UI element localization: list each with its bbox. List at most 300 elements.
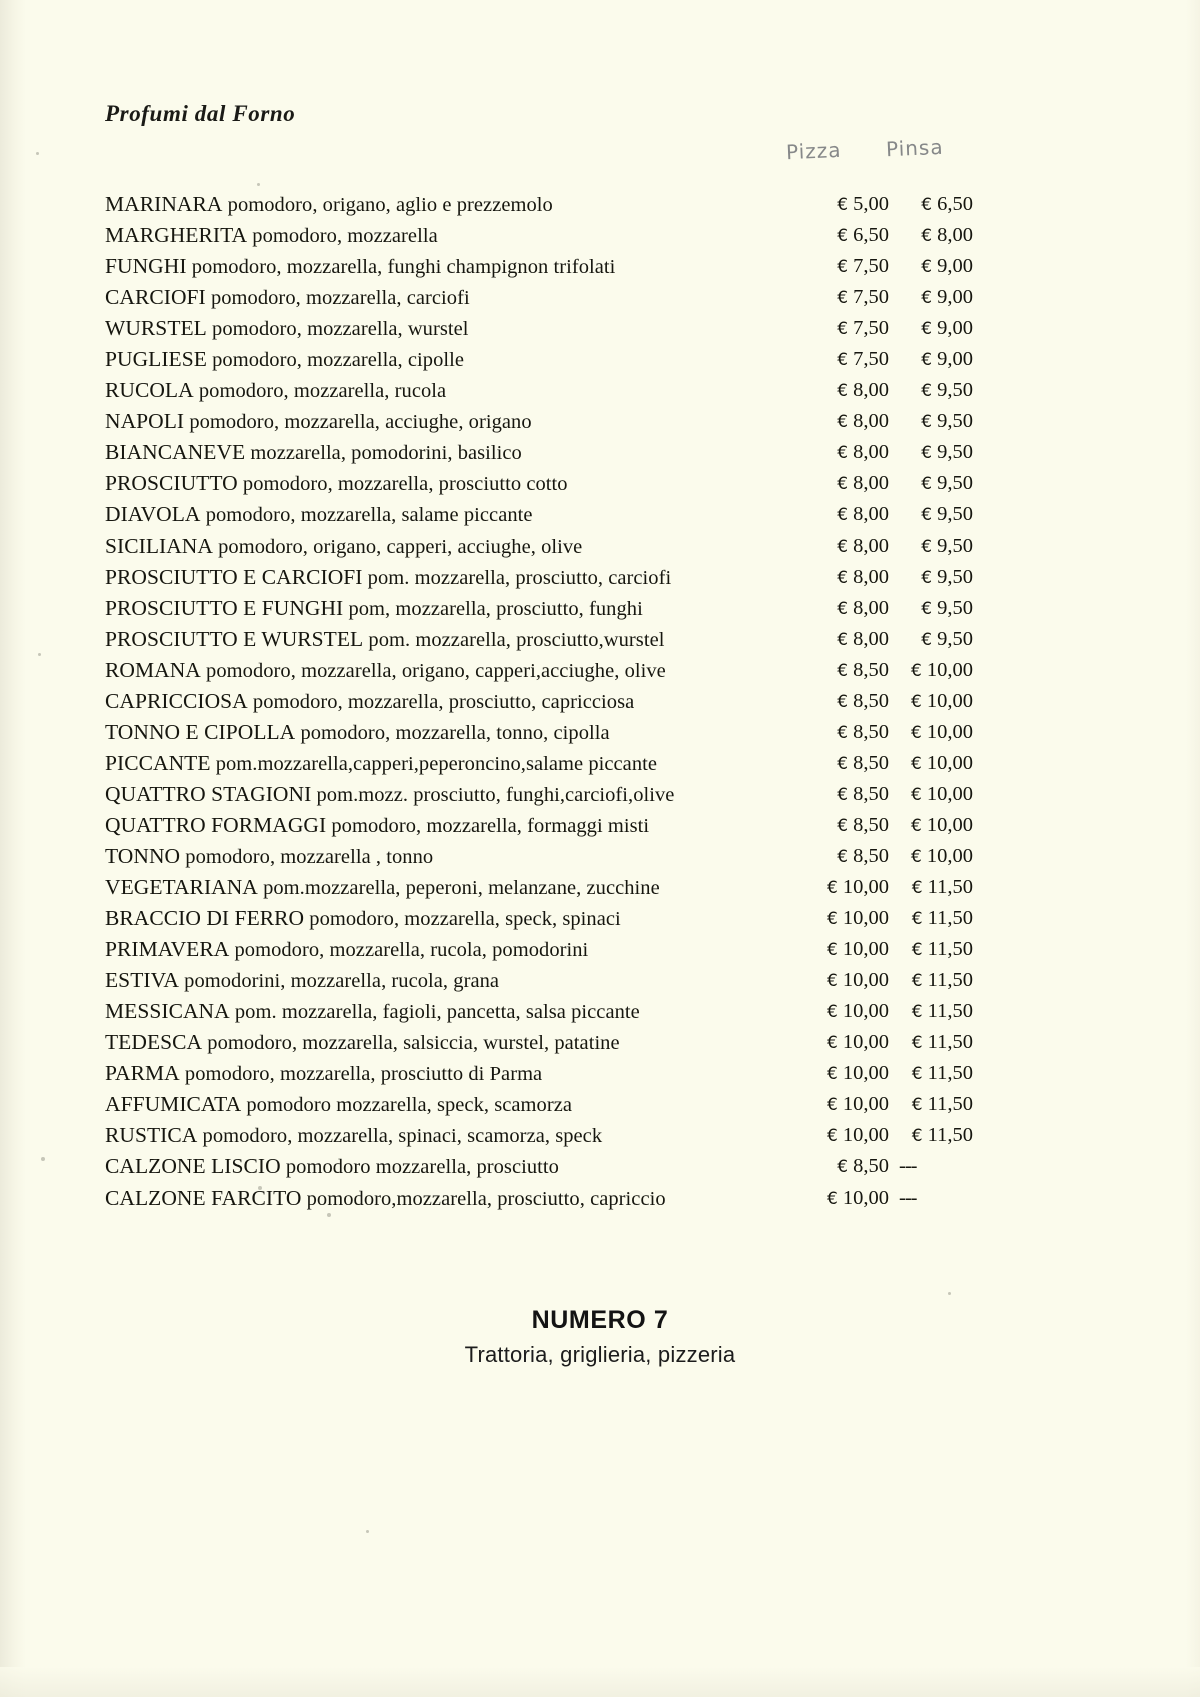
menu-item-description xyxy=(105,624,789,656)
price-pinsa-value: 9,00 xyxy=(937,286,973,309)
menu-item-name: NAPOLI xyxy=(105,409,185,434)
euro-symbol-icon: € xyxy=(827,1033,838,1054)
euro-symbol-icon: € xyxy=(911,722,922,743)
euro-symbol-icon: € xyxy=(911,753,922,774)
price-pizza-value: 8,00 xyxy=(853,534,889,557)
price-pinsa-value: 10,00 xyxy=(926,813,973,836)
price-pinsa xyxy=(895,499,973,531)
price-pinsa xyxy=(895,810,973,842)
euro-symbol-icon: € xyxy=(837,350,849,371)
price-pizza-value: 8,00 xyxy=(853,410,889,433)
price-pinsa xyxy=(895,313,973,345)
restaurant-subtitle: Trattoria, griglieria, pizzeria xyxy=(464,1342,736,1367)
price-pizza-value: 8,50 xyxy=(853,689,889,712)
price-pinsa xyxy=(895,251,973,283)
menu-item-ingredients: pomodoro, mozzarella, prosciutto, capricciosa xyxy=(247,690,635,713)
price-pizza xyxy=(793,686,889,718)
menu-item-name: CARCIOFI xyxy=(105,285,206,310)
menu-row xyxy=(105,375,1105,406)
price-pinsa-value: 10,00 xyxy=(926,782,973,805)
price-pinsa-value: --- xyxy=(899,1155,917,1178)
euro-symbol-icon: € xyxy=(827,940,838,961)
menu-row xyxy=(105,748,1105,779)
menu-item-description xyxy=(105,406,789,438)
menu-item-description xyxy=(105,562,789,594)
price-pizza xyxy=(793,624,889,656)
menu-row xyxy=(105,1027,1105,1058)
price-pizza xyxy=(793,1058,889,1090)
menu-item-list xyxy=(105,189,1105,1214)
menu-row xyxy=(105,220,1105,251)
euro-symbol-icon: € xyxy=(837,846,849,867)
price-pizza-value: 5,00 xyxy=(853,193,889,215)
menu-item-ingredients: pom.mozzarella,capperi,peperoncino,salame piccante xyxy=(210,752,658,775)
menu-item-description xyxy=(105,841,789,873)
euro-symbol-icon: € xyxy=(837,257,849,278)
menu-item-ingredients: pomodorini, mozzarella, rucola, grana xyxy=(178,970,500,993)
page-title: Profumi dal Forno xyxy=(105,101,296,126)
menu-row xyxy=(105,903,1105,934)
footer xyxy=(0,1306,1200,1368)
price-pinsa xyxy=(895,934,973,966)
menu-item-name: PROSCIUTTO E CARCIOFI xyxy=(105,564,363,589)
price-pizza xyxy=(793,810,889,842)
menu-item-name: PROSCIUTTO E WURSTEL xyxy=(105,626,364,651)
price-pinsa xyxy=(895,841,973,873)
euro-symbol-icon: € xyxy=(827,1064,838,1085)
menu-item-ingredients: pomodoro, mozzarella, spinaci, scamorza, speck xyxy=(197,1125,603,1148)
menu-item-description xyxy=(105,996,789,1028)
price-pinsa-value: 9,50 xyxy=(937,627,973,650)
euro-symbol-icon: € xyxy=(911,909,923,930)
euro-symbol-icon: € xyxy=(837,1157,849,1178)
price-pizza-value: 8,50 xyxy=(853,813,889,836)
menu-row xyxy=(105,1120,1105,1151)
price-pizza-value: 8,00 xyxy=(853,441,889,464)
euro-symbol-icon: € xyxy=(837,474,849,495)
euro-symbol-icon: € xyxy=(837,567,849,588)
menu-item-description xyxy=(105,593,789,625)
euro-symbol-icon: € xyxy=(921,381,933,402)
euro-symbol-icon: € xyxy=(921,288,933,309)
price-pizza-value: 8,50 xyxy=(853,720,889,743)
price-pizza-value: 7,50 xyxy=(853,286,889,309)
price-pinsa xyxy=(895,655,973,687)
menu-item-name: MARGHERITA xyxy=(105,223,248,248)
menu-item-ingredients: pomodoro, mozzarella, formaggi misti xyxy=(326,814,650,837)
menu-item-name: ESTIVA xyxy=(105,968,179,993)
price-pinsa xyxy=(895,562,973,594)
euro-symbol-icon: € xyxy=(911,1033,923,1054)
price-pizza-value: 10,00 xyxy=(842,1062,889,1085)
scan-speck xyxy=(257,183,260,186)
menu-row xyxy=(105,686,1105,717)
price-pinsa xyxy=(895,1183,977,1214)
menu-item-ingredients: pomodoro, mozzarella, rucola, pomodorini xyxy=(229,939,589,962)
price-pizza-value: 8,50 xyxy=(853,782,889,805)
menu-item-ingredients: pomodoro, mozzarella, cipolle xyxy=(206,349,465,372)
menu-row xyxy=(105,655,1105,686)
euro-symbol-icon: € xyxy=(837,505,849,526)
menu-item-ingredients: pomodoro, mozzarella, prosciutto cotto xyxy=(237,473,568,496)
menu-item-name: PRIMAVERA xyxy=(105,937,230,962)
price-pizza-value: 8,50 xyxy=(853,1155,889,1178)
euro-symbol-icon: € xyxy=(827,1188,838,1209)
price-pinsa xyxy=(895,965,973,997)
menu-item-name: MESSICANA xyxy=(105,999,230,1024)
euro-symbol-icon: € xyxy=(911,971,923,992)
menu-item-ingredients: pom. mozzarella, prosciutto, carciofi xyxy=(362,566,672,589)
price-pizza xyxy=(793,499,889,531)
price-pinsa xyxy=(895,406,973,438)
menu-row xyxy=(105,282,1105,313)
price-pizza xyxy=(793,531,889,563)
menu-row xyxy=(105,996,1105,1027)
menu-item-name: CALZONE FARCITO xyxy=(105,1185,302,1210)
menu-row xyxy=(105,531,1105,562)
price-pizza-value: 8,00 xyxy=(853,565,889,588)
price-pinsa-value: 10,00 xyxy=(926,720,973,743)
euro-symbol-icon: € xyxy=(837,691,849,712)
price-pinsa-value: 11,50 xyxy=(927,938,973,961)
menu-row xyxy=(105,841,1105,872)
euro-symbol-icon: € xyxy=(911,784,922,805)
menu-item-name: PROSCIUTTO E FUNGHI xyxy=(105,595,344,620)
euro-symbol-icon: € xyxy=(911,846,922,867)
euro-symbol-icon: € xyxy=(837,815,849,836)
price-pinsa xyxy=(895,1120,973,1152)
menu-item-name: PARMA xyxy=(105,1061,180,1086)
euro-symbol-icon: € xyxy=(837,288,849,309)
price-pizza xyxy=(793,1089,889,1121)
menu-item-name: PICCANTE xyxy=(105,750,211,775)
price-pinsa xyxy=(895,437,973,469)
menu-item-name: AFFUMICATA xyxy=(105,1092,242,1117)
price-pinsa-value: 9,50 xyxy=(937,596,973,619)
menu-row xyxy=(105,779,1105,810)
price-pinsa-value: 11,50 xyxy=(927,1124,973,1147)
menu-row xyxy=(105,593,1105,624)
menu-row xyxy=(105,313,1105,344)
menu-item-ingredients: pomodoro, mozzarella, acciughe, origano xyxy=(184,411,532,434)
menu-item-description xyxy=(105,903,789,935)
menu-row xyxy=(105,499,1105,530)
euro-symbol-icon: € xyxy=(837,536,849,557)
price-pinsa-value: 10,00 xyxy=(926,658,973,681)
price-pinsa-value: 6,50 xyxy=(937,193,973,215)
menu-item-ingredients: pomodoro, mozzarella, tonno, cipolla xyxy=(295,721,610,744)
price-pinsa xyxy=(895,220,973,252)
euro-symbol-icon: € xyxy=(827,909,838,930)
menu-item-name: WURSTEL xyxy=(105,316,207,341)
menu-item-ingredients: pomodoro, mozzarella, rucola xyxy=(193,380,447,403)
price-pinsa xyxy=(895,282,973,314)
euro-symbol-icon: € xyxy=(921,350,933,371)
menu-item-name: RUSTICA xyxy=(105,1123,198,1148)
price-pinsa xyxy=(895,1058,973,1090)
scan-edge-right xyxy=(1186,0,1200,1697)
menu-item-description xyxy=(105,282,789,314)
price-pinsa xyxy=(895,872,973,904)
menu-item-name: TONNO xyxy=(105,843,181,868)
price-pizza xyxy=(793,593,889,625)
price-pizza xyxy=(793,251,889,283)
menu-item-ingredients: pomodoro, mozzarella , tonno xyxy=(180,845,434,868)
euro-symbol-icon: € xyxy=(921,629,933,650)
menu-row xyxy=(105,251,1105,282)
price-pizza-value: 8,50 xyxy=(853,844,889,867)
menu-item-description xyxy=(105,1058,789,1090)
menu-item-name: SICILIANA xyxy=(105,533,213,558)
menu-row xyxy=(105,562,1105,593)
price-pinsa-value: 9,50 xyxy=(937,565,973,588)
price-pizza-value: 6,50 xyxy=(853,224,889,247)
menu-item-name: TEDESCA xyxy=(105,1030,203,1055)
price-pizza xyxy=(793,468,889,500)
euro-symbol-icon: € xyxy=(921,412,933,433)
price-pinsa-value: 11,50 xyxy=(927,969,973,992)
price-pizza xyxy=(793,282,889,314)
price-pizza-value: 10,00 xyxy=(842,1124,889,1147)
scan-edge-bottom xyxy=(0,1667,1200,1697)
euro-symbol-icon: € xyxy=(837,660,849,681)
price-pinsa xyxy=(895,748,973,780)
menu-row xyxy=(105,406,1105,437)
menu-item-description xyxy=(105,1120,789,1152)
scan-edge-left xyxy=(0,0,26,1697)
price-pizza-value: 10,00 xyxy=(842,1000,889,1023)
menu-item-ingredients: pomodoro, mozzarella, speck, spinaci xyxy=(304,908,621,931)
price-pizza xyxy=(793,934,889,966)
euro-symbol-icon: € xyxy=(921,257,933,278)
menu-item-description xyxy=(105,872,789,904)
price-pinsa-value: 11,50 xyxy=(927,1093,973,1116)
menu-item-description xyxy=(105,189,789,221)
price-pinsa-value: 9,50 xyxy=(937,410,973,433)
handwritten-column-headers xyxy=(785,134,986,173)
menu-row xyxy=(105,1183,1105,1214)
price-pizza xyxy=(793,1151,889,1183)
scan-speck xyxy=(948,1292,951,1295)
handwritten-header-pizza: Pizza xyxy=(785,137,842,165)
price-pizza xyxy=(793,406,889,438)
euro-symbol-icon: € xyxy=(827,1126,838,1147)
price-pinsa xyxy=(895,686,973,718)
price-pizza xyxy=(793,655,889,687)
menu-item-description xyxy=(105,313,789,345)
price-pinsa xyxy=(895,1027,973,1059)
menu-item-description xyxy=(105,499,789,531)
menu-row xyxy=(105,810,1105,841)
price-pizza-value: 8,50 xyxy=(853,658,889,681)
menu-row xyxy=(105,934,1105,965)
price-pinsa xyxy=(895,531,973,563)
euro-symbol-icon: € xyxy=(837,195,849,215)
menu-row xyxy=(105,1058,1105,1089)
menu-item-ingredients: pomodoro, mozzarella, wurstel xyxy=(206,318,469,341)
menu-item-description xyxy=(105,934,789,966)
price-pizza-value: 8,00 xyxy=(853,379,889,402)
price-pinsa-value: 8,00 xyxy=(937,224,973,247)
menu-item-description xyxy=(105,344,789,376)
price-pinsa-value: 10,00 xyxy=(926,751,973,774)
price-pinsa-value: 9,50 xyxy=(937,379,973,402)
euro-symbol-icon: € xyxy=(911,1064,923,1085)
price-pizza xyxy=(793,717,889,749)
price-pinsa xyxy=(895,189,973,221)
menu-row xyxy=(105,1151,1105,1182)
menu-item-description xyxy=(105,655,789,687)
menu-item-ingredients: pom.mozzarella, peperoni, melanzane, zucchine xyxy=(257,877,660,900)
menu-item-name: CALZONE LISCIO xyxy=(105,1154,281,1179)
price-pizza xyxy=(793,779,889,811)
menu-item-description xyxy=(105,748,789,780)
euro-symbol-icon: € xyxy=(837,784,849,805)
price-pinsa-value: 9,00 xyxy=(937,317,973,340)
menu-item-ingredients: pom. mozzarella, prosciutto,wurstel xyxy=(363,628,665,651)
menu-item-description xyxy=(105,1027,789,1059)
price-pinsa xyxy=(895,717,973,749)
price-pinsa xyxy=(895,468,973,500)
scan-speck xyxy=(36,152,39,155)
scan-speck xyxy=(366,1530,369,1533)
scan-speck xyxy=(41,1157,45,1161)
euro-symbol-icon: € xyxy=(837,598,849,619)
price-pizza xyxy=(793,841,889,873)
price-pizza xyxy=(793,313,889,345)
scan-speck xyxy=(38,653,41,656)
euro-symbol-icon: € xyxy=(827,971,838,992)
price-pizza-value: 10,00 xyxy=(842,1186,889,1209)
menu-item-description xyxy=(105,1183,789,1215)
menu-item-ingredients: pom.mozz. prosciutto, funghi,carciofi,olive xyxy=(311,783,675,806)
euro-symbol-icon: € xyxy=(911,940,923,961)
menu-item-name: MARINARA xyxy=(105,192,223,216)
price-pizza xyxy=(793,1183,889,1215)
menu-row xyxy=(105,965,1105,996)
menu-item-description xyxy=(105,965,789,997)
euro-symbol-icon: € xyxy=(921,226,933,247)
menu-item-name: QUATTRO STAGIONI xyxy=(105,781,312,806)
euro-symbol-icon: € xyxy=(921,319,933,340)
menu-row xyxy=(105,344,1105,375)
price-pinsa-value: 11,50 xyxy=(927,876,973,899)
price-pizza-value: 10,00 xyxy=(842,876,889,899)
price-pinsa xyxy=(895,344,973,376)
menu-item-description xyxy=(105,437,789,469)
menu-item-description xyxy=(105,220,789,252)
menu-item-ingredients: pomodoro, mozzarella, salame piccante xyxy=(200,504,533,527)
menu-row xyxy=(105,624,1105,655)
handwritten-header-pinsa: Pinsa xyxy=(885,134,945,162)
menu-item-description xyxy=(105,1151,789,1183)
menu-item-name: TONNO E CIPOLLA xyxy=(105,719,296,744)
price-pizza-value: 8,00 xyxy=(853,627,889,650)
menu-item-ingredients: pomodoro, mozzarella, salsiccia, wurstel, patatine xyxy=(202,1032,620,1055)
menu-item-description xyxy=(105,686,789,718)
euro-symbol-icon: € xyxy=(921,505,933,526)
price-pizza-value: 10,00 xyxy=(842,1031,889,1054)
restaurant-name: NUMERO 7 xyxy=(531,1306,669,1334)
menu-item-name: FUNGHI xyxy=(105,254,187,279)
menu-item-ingredients: pomodoro, origano, capperi, acciughe, olive xyxy=(212,535,583,558)
price-pizza xyxy=(793,903,889,935)
price-pinsa xyxy=(895,779,973,811)
price-pinsa-value: 11,50 xyxy=(927,1031,973,1054)
euro-symbol-icon: € xyxy=(921,443,933,464)
menu-row xyxy=(105,717,1105,748)
price-pinsa-value: 11,50 xyxy=(927,1062,973,1085)
menu-item-ingredients: pomodoro, mozzarella, origano, capperi,acciughe, olive xyxy=(200,659,666,682)
menu-row xyxy=(105,437,1105,468)
price-pinsa xyxy=(895,1089,973,1121)
price-pizza xyxy=(793,996,889,1028)
price-pizza-value: 8,00 xyxy=(853,472,889,495)
menu-item-name: ROMANA xyxy=(105,657,201,682)
price-pinsa-value: 10,00 xyxy=(926,689,973,712)
euro-symbol-icon: € xyxy=(837,412,849,433)
price-pizza xyxy=(793,965,889,997)
price-pinsa-value: 9,50 xyxy=(937,503,973,526)
price-pinsa-value: 9,50 xyxy=(937,441,973,464)
menu-item-ingredients: pomodoro, mozzarella xyxy=(247,225,438,248)
euro-symbol-icon: € xyxy=(827,1095,838,1116)
price-pinsa-value: 11,50 xyxy=(927,907,973,930)
euro-symbol-icon: € xyxy=(837,722,849,743)
menu-item-description xyxy=(105,810,789,842)
price-pizza xyxy=(793,1120,889,1152)
price-pinsa-value: 9,50 xyxy=(937,472,973,495)
price-pinsa xyxy=(895,903,973,935)
euro-symbol-icon: € xyxy=(837,381,849,402)
euro-symbol-icon: € xyxy=(911,1095,923,1116)
price-pizza-value: 8,50 xyxy=(853,751,889,774)
menu-item-description xyxy=(105,468,789,500)
price-pizza-value: 7,50 xyxy=(853,255,889,278)
price-pizza xyxy=(793,748,889,780)
price-pizza-value: 10,00 xyxy=(842,1093,889,1116)
menu-item-ingredients: pomodoro, mozzarella, carciofi xyxy=(205,287,470,310)
menu-item-ingredients: pomodoro mozzarella, prosciutto xyxy=(280,1156,559,1179)
price-pizza xyxy=(793,437,889,469)
menu-item-ingredients: mozzarella, pomodorini, basilico xyxy=(245,442,522,465)
euro-symbol-icon: € xyxy=(837,629,849,650)
price-pizza-value: 8,00 xyxy=(853,503,889,526)
euro-symbol-icon: € xyxy=(921,536,933,557)
euro-symbol-icon: € xyxy=(837,753,849,774)
price-pizza xyxy=(793,562,889,594)
menu-item-description xyxy=(105,1089,789,1121)
price-pizza xyxy=(793,220,889,252)
euro-symbol-icon: € xyxy=(911,691,922,712)
menu-row xyxy=(105,1089,1105,1120)
menu-item-name: VEGETARIANA xyxy=(105,875,258,900)
euro-symbol-icon: € xyxy=(921,195,933,215)
euro-symbol-icon: € xyxy=(921,567,933,588)
price-pinsa-value: 9,50 xyxy=(937,534,973,557)
menu-item-description xyxy=(105,531,789,563)
menu-item-ingredients: pom, mozzarella, prosciutto, funghi xyxy=(343,597,643,620)
menu-item-ingredients: pomodoro, mozzarella, prosciutto di Parma xyxy=(179,1063,543,1086)
menu-item-name: PUGLIESE xyxy=(105,347,207,372)
menu-row xyxy=(105,872,1105,903)
price-pinsa-value: --- xyxy=(899,1186,917,1209)
menu-item-description xyxy=(105,251,789,283)
euro-symbol-icon: € xyxy=(921,474,933,495)
price-pizza-value: 7,50 xyxy=(853,317,889,340)
price-pizza xyxy=(793,872,889,904)
price-pinsa xyxy=(895,996,973,1028)
